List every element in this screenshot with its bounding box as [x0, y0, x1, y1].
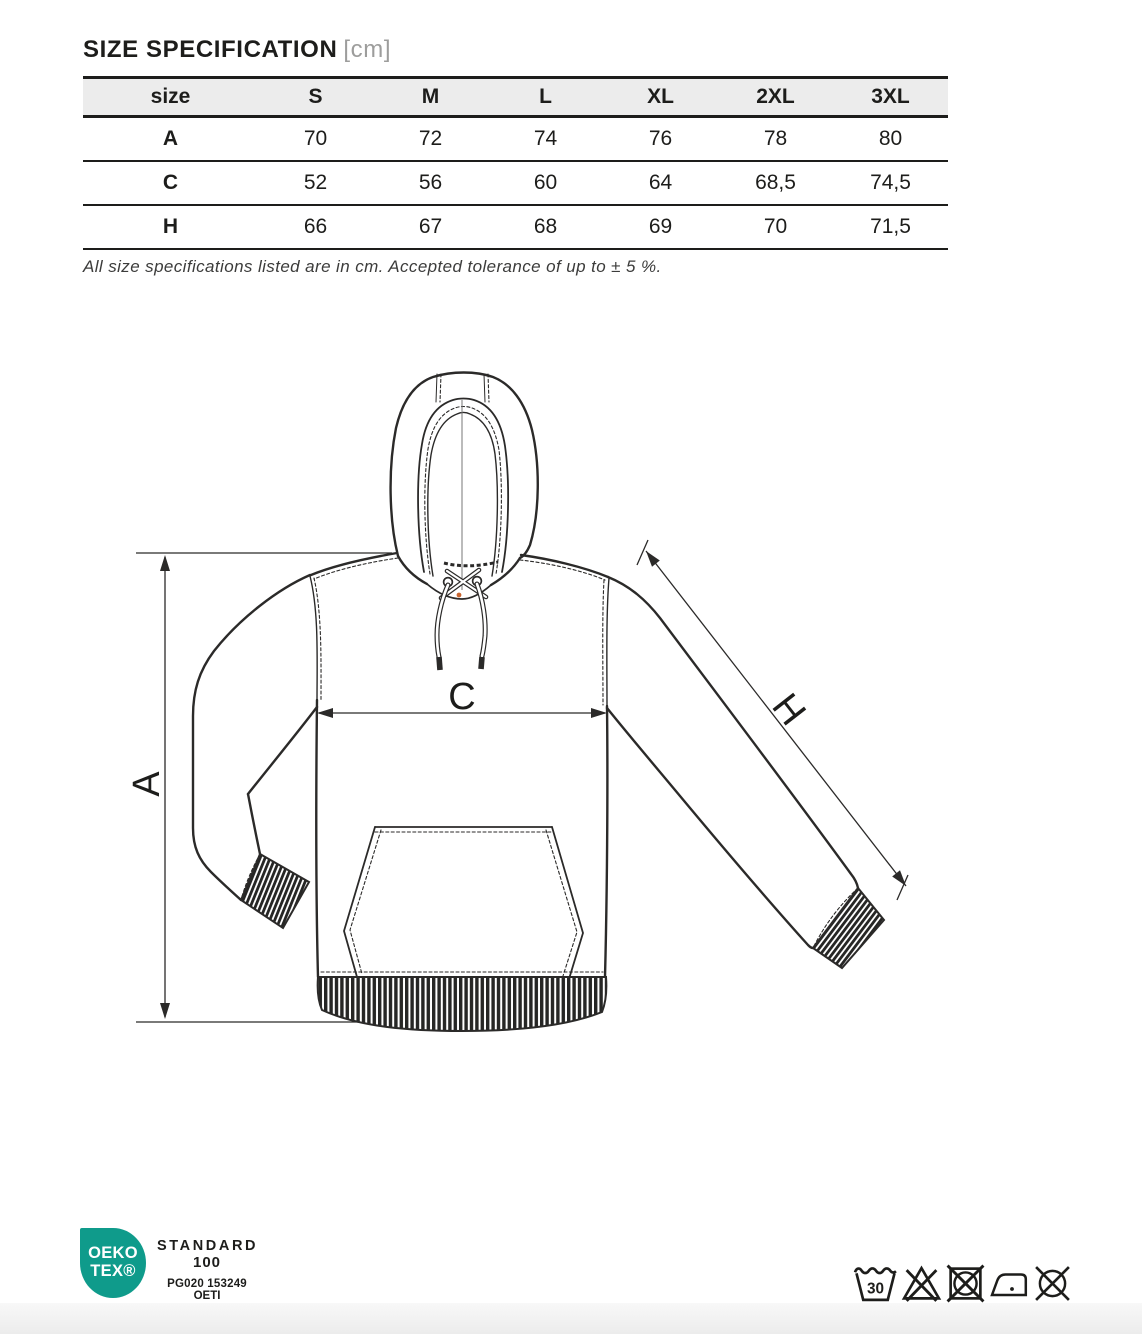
wash-30-icon	[853, 1263, 898, 1304]
cell-a-m: 72	[418, 126, 443, 150]
dimension-a	[126, 553, 540, 1022]
brand-dot	[457, 593, 462, 598]
dimension-h	[637, 540, 908, 900]
do-not-bleach-icon	[901, 1263, 942, 1304]
cell-c-3xl: 74,5	[870, 170, 911, 194]
column-header-m: M	[421, 85, 440, 108]
wash-temperature: 30	[866, 1280, 885, 1298]
cell-c-s: 52	[303, 170, 328, 194]
row-label-h: H	[162, 214, 179, 238]
ribbed-hem	[318, 972, 607, 1031]
dimension-label-c: C	[448, 676, 476, 718]
cell-h-xl: 69	[648, 214, 673, 238]
cell-a-2xl: 78	[763, 126, 788, 150]
drawstrings	[437, 570, 486, 670]
page-title-unit: [cm]	[343, 36, 392, 63]
dimension-label-h: H	[763, 686, 814, 734]
cell-a-xl: 76	[648, 126, 673, 150]
oeko-tex-standard-block	[157, 1238, 257, 1302]
cell-h-l: 68	[533, 214, 558, 238]
cell-c-l: 60	[533, 170, 558, 194]
hood	[391, 373, 538, 671]
certificate-number: PG020 153249	[167, 1278, 247, 1290]
cell-a-l: 74	[533, 126, 558, 150]
cell-a-s: 70	[303, 126, 328, 150]
cell-h-2xl: 70	[763, 214, 788, 238]
certifying-institute: OETI	[193, 1290, 221, 1302]
do-not-dry-clean-icon	[1032, 1263, 1073, 1304]
oeko-tex-logo	[80, 1228, 146, 1298]
cell-h-3xl: 71,5	[870, 214, 911, 238]
cell-h-m: 67	[418, 214, 443, 238]
column-header-size: size	[150, 85, 191, 108]
page-footer-strip	[0, 1303, 1142, 1334]
dimension-label-a: A	[126, 771, 169, 797]
dimension-c	[317, 676, 607, 718]
cell-h-s: 66	[303, 214, 328, 238]
kangaroo-pocket	[344, 827, 583, 979]
column-header-l: L	[539, 85, 552, 108]
column-header-2xl: 2XL	[756, 85, 795, 108]
page-title-text: SIZE SPECIFICATION	[83, 36, 338, 63]
oeko-tex-logo-line2: TEX®	[90, 1262, 136, 1280]
column-header-xl: XL	[647, 85, 674, 108]
tolerance-note: All size specifications listed are in cm. Accepted tolerance of up to ± 5 %.	[83, 257, 662, 276]
column-header-3xl: 3XL	[871, 85, 910, 108]
oeko-tex-logo-line1: OEKO	[88, 1244, 138, 1263]
cell-c-m: 56	[418, 170, 443, 194]
cell-c-2xl: 68,5	[755, 170, 796, 194]
column-header-s: S	[308, 85, 323, 108]
hoodie-outline	[193, 553, 884, 1031]
cell-a-3xl: 80	[878, 126, 903, 150]
do-not-tumble-dry-icon	[945, 1263, 986, 1304]
standard-label: STANDARD	[157, 1238, 259, 1254]
row-label-c: C	[162, 170, 179, 194]
care-symbols	[853, 1263, 1073, 1304]
cell-c-xl: 64	[648, 170, 673, 194]
standard-number: 100	[192, 1254, 222, 1271]
iron-one-dot-icon	[989, 1263, 1029, 1304]
row-label-a: A	[162, 126, 179, 150]
